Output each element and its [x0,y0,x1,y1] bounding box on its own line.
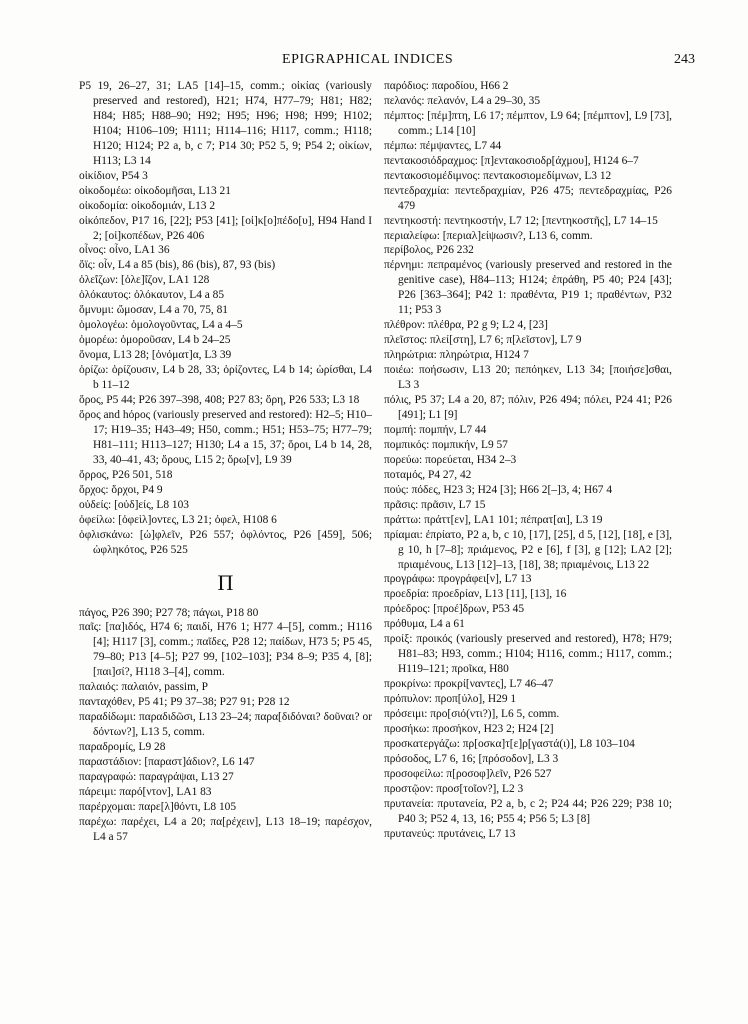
index-entry: προίξ: προικός (variously preserved and restored), H78; H79; H81–83; H93, comm.; H104; H116, comm.; H117, comm.; H119–121; προῖκα, H80 [384,633,672,676]
index-entry: ὁμορέω: ὁμοροῦσαν, L4 b 24–25 [79,334,231,347]
index-entry: πούς: πόδες, H23 3; H24 [3]; H66 2[–]3, 4; H67 4 [384,483,613,496]
index-entry: P5 19, 26–27, 31; LA5 [14]–15, comm.; οἰκίας (variously preserved and restored), H21; H74, H77–79; H81; H82; H84; H85; H88–90; H92; H95; H96; H98; H99; H102; H104; H106–109; H111; H114–116; H117, comm.; H118; H120; H124; P2 a, b, c 7; P14 30; P52 5, 9; P54 2; οἰκίων, H113; L3 14 [79,80,372,167]
index-entry: παρέχω: παρέχει, L4 a 20; πα[ρέχειν], L13 18–19; παρέσχον, L4 a 57 [79,815,372,843]
index-entry: πρυτανεία: πρυτανεία, P2 a, b, c 2; P24 44; P26 229; P38 10; P40 3; P52 4, 13, 16; P55 4; P56 5; L3 [8] [384,797,672,825]
index-entry: πομπή: πομπήν, L7 44 [384,423,487,436]
index-entry-group [79,606,372,845]
index-entry: πεντακοσιόδραχμος: [π]εντακοσιοδρ[άχμου], H124 6–7 [384,154,639,167]
index-entry: ὅρος, P5 44; P26 397–398, 408; P27 83; ὅρη, P26 533; L3 18 [79,394,360,407]
index-entry: οἰκόπεδον, P17 16, [22]; P53 [41]; [οἰ]κ[ο]πέδο[υ], H94 Hand I 2; [οἰ]κοπέδων, P26 406 [79,214,372,242]
index-entry: ποταμός, P4 27, 42 [384,468,472,481]
index-entry: πρόσειμι: προ[σιό(ντι?)], L6 5, comm. [384,708,560,721]
index-entry: προκρίνω: προκρί[ναντες], L7 46–47 [384,678,554,691]
index-entry: οὐδείς: [οὐδ]είς, L8 103 [79,498,190,511]
index-entry: πεντηκοστή: πεντηκοστήν, L7 12; [πεντηκοστῆς], L7 14–15 [384,214,658,227]
index-entry: προστῷον: προσ[τοῖον?], L2 3 [384,782,524,795]
index-entry: πομπικός: πομπικήν, L9 57 [384,438,508,451]
index-entry: πληρώτρια: πληρώτρια, H124 7 [384,349,529,362]
index-entry: προσήκω: προσήκον, H23 2; H24 [2] [384,722,554,735]
index-entry: ὀφείλω: [ὀφεὶλ]οντες, L3 21; ὀφελ, H108 6 [79,513,277,526]
index-entry: ὄρρος, P26 501, 518 [79,468,173,481]
index-entry: πρόεδρος: [προέ]δρων, P53 45 [384,603,525,616]
index-entry: ὀλεΐζων: [ὀλε]ΐζον, LA1 128 [79,274,210,287]
index-entry: ὅρος and hόρος (variously preserved and restored): H2–5; H10–17; H19–35; H43–49; H50, comm.; H51; H53–75; H77–79; H81–111; H113–127; H130; L4 a 15, 37; ὅροι, L4 b 14, 28, 33, 40–41, 43; ὅρους, L15 2; ὅρω[ν], L9 39 [79,408,372,466]
index-entry-group [79,79,372,558]
index-entry: ποιέω: ποήσωσιν, L13 20; πεπόηκεν, L13 34; [ποιήσε]σθαι, L3 3 [384,364,672,392]
index-entry: παραδρομίς, L9 28 [79,741,166,754]
page-number: 243 [674,52,695,67]
index-entry: πράττω: πράττ[εν], LA1 101; πέπρατ[αι], L3 19 [384,513,603,526]
index-entry: οἰκοδομία: οἰκοδομιάν, L13 2 [79,199,216,212]
index-entry: πεντακοσιομέδιμνος: πεντακοσιομεδίμνων, L3 12 [384,169,612,182]
index-entry: πανταχόθεν, P5 41; P9 37–38; P27 91; P28 12 [79,696,290,709]
index-entry: οἰκοδομέω: οἰκοδομῆσαι, L13 21 [79,184,231,197]
section-letter-heading: Π [217,569,234,595]
index-entry: οἰκίδιον, P54 3 [79,169,148,182]
index-entry: πρόσοδος, L7 6, 16; [πρόσοδον], L3 3 [384,752,559,765]
index-entry: πλέθρον: πλέθρα, P2 g 9; L2 4, [23] [384,319,548,332]
index-entry: παραστάδιον: [παραστ]άδιον?, L6 147 [79,756,255,769]
index-entry: περίβολος, P26 232 [384,244,474,257]
index-entry: προγράφω: προγράφει[ν], L7 13 [384,573,532,586]
index-entry: πελανός: πελανόν, L4 a 29–30, 35 [384,94,541,107]
index-entry: παραγραφώ: παραγράψαι, L13 27 [79,770,234,783]
index-entry: πόλις, P5 37; L4 a 20, 87; πόλιν, P26 494; πόλει, P24 41; P26 [491]; L1 [9] [384,394,672,421]
right-column [384,79,672,842]
index-entry: περιαλείφω: [περιαλ]είψωσιν?, L13 6, comm. [384,229,593,242]
index-entry: πέμπω: πέμψαντες, L7 44 [384,139,502,152]
index-entry: ὁλόκαυτος: ὁλόκαυτον, L4 a 85 [79,289,225,302]
index-entry: ὄρχος: ὄρχοι, P4 9 [79,483,163,496]
index-entry: ὄμνυμι: ὤμοσαν, L4 a 70, 75, 81 [79,304,228,317]
index-entry: παρόδιος: παροδίου, H66 2 [384,80,509,92]
index-entry: προεδρία: προεδρίαν, L13 [11], [13], 16 [384,588,567,601]
index-entry: πεντεδραχμία: πεντεδραχμίαν, P26 475; πεντεδραχμίας, P26 479 [384,184,672,212]
index-entry: προσκατεργάζω: πρ[οσκα]τ[ε]ρ[γαστά(ι)], L8 103–104 [384,737,635,750]
index-entry: ὄνομα, L13 28; [ὀνόματ]α, L3 39 [79,349,232,362]
index-entry: παραδίδωμι: παραδιδῶσι, L13 23–24; παρα[διδόναι? δοῦναι? or δόντων?], L13 5, comm. [79,711,372,739]
running-head-title: EPIGRAPHICAL INDICES [282,52,454,67]
index-entry: ὀφλισκάνω: [ὠ]φλεῖν, P26 557; ὀφλόντος, P26 [459], 506; ὠφληκότος, P26 525 [79,528,372,556]
index-entry: πορεύω: πορεύεται, H34 2–3 [384,453,517,466]
index-entry: πρυτανεύς: πρυτάνεις, L7 13 [384,827,516,840]
index-entry: παλαιός: παλαιόν, passim, P [79,681,208,694]
index-entry: πέμπτος: [πέμ]πτη, L6 17; πέμπτον, L9 64; [πέμπτον], L9 [73], comm.; L14 [10] [384,109,672,137]
index-entry: πλεῖστος: πλεί[στη], L7 6; π[λεῖστον], L7 9 [384,334,582,347]
index-entry: πρόθυμα, L4 a 61 [384,618,465,631]
index-entry: πρόπυλον: προπ[ύλο], H29 1 [384,693,517,706]
index-entry: ὁρίζω: ὁρίζουσιν, L4 b 28, 33; ὁρίζοντες, L4 b 14; ὡρίσθαι, L4 b 11–12 [79,364,372,392]
index-entry: ὄϊς: οἶν, L4 a 85 (bis), 86 (bis), 87, 93 (bis) [79,259,276,272]
index-entry: πρᾶσις: πρᾶσιν, L7 15 [384,498,486,511]
index-entry: πάγος, P26 390; P27 78; πάγωι, P18 80 [79,606,259,619]
index-entry-group [384,79,672,842]
index-entry: πάρειμι: παρό[ντον], LA1 83 [79,785,212,798]
index-entry: πρίαμαι: ἐπρίατο, P2 a, b, c 10, [17], [25], d 5, [12], [18], e [3], g 10, h [7–8]; πριάμενος, P2 e [6], f [3], g [12]; LA2 [2]; πριαμένους, L13 [12]–13, [18], 38; πριαμένοις, L13 22 [384,528,672,571]
index-entry: οἶνος: οἶνο, LA1 36 [79,244,170,257]
index-entry: ὁμολογέω: ὁμολογοῦντας, L4 a 4–5 [79,319,243,332]
index-entry: παρέρχομαι: παρε[λ]θόντι, L8 105 [79,800,237,813]
left-column [79,79,372,845]
index-entry: παῖς: [πα]ιδός, H74 6; παιδί, H76 1; H77 4–[5], comm.; H116 [4]; H117 [3], comm.; παῖδες, P28 12; παίδων, H73 5; P5 45, 79–80; P13 [4–5]; P27 99, [102–103]; P34 8–9; P35 4, [8]; [παι]σί?, H118 3–[4], comm. [79,621,372,679]
index-entry: πέρνημι: πεπραμένος (variously preserved and restored in the genitive case), H84–113; H124; ἐπράθη, P5 40; P24 [43]; P26 [363–364]; P42 1: πραθέντα, P19 1; πραθέντων, P32 11; P53 3 [384,259,672,317]
running-header [0,52,748,72]
index-entry: προσοφείλω: π[ροσοφ]λεῖν, P26 527 [384,767,552,780]
